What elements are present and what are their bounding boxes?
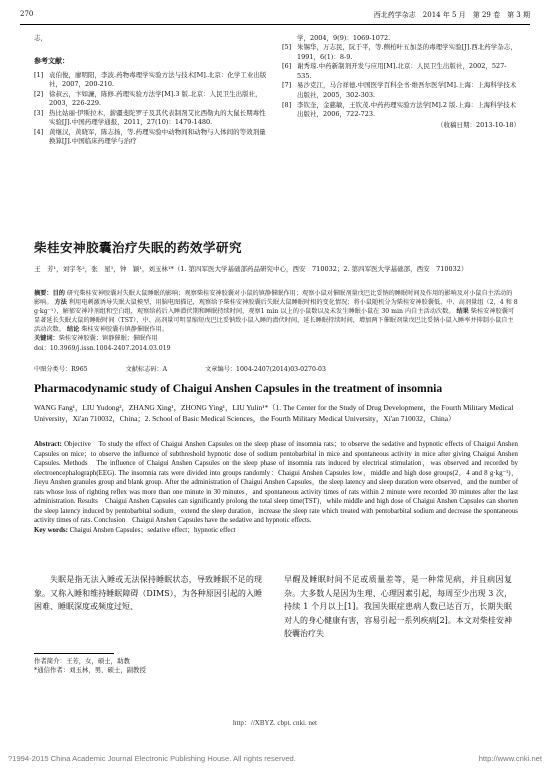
reference-continuation: 学，2004，9(9)：1069-1072. [297,34,391,42]
journal-issue: 西北药学杂志 2014 年 5 月 第 29 卷 第 3 期 [373,11,530,19]
reference-text: 谢秀琼.中药新制剂开发与应用[M].北京：人民卫生出版社，2002，527-535. [297,62,507,80]
document-code: 文献标志码：A [125,366,168,373]
reference-text: 李钦奎，金慈敏，王钦茂.中药药理实验方法学[M].2 版.上海：上海科学技术出版社，2006，722-723. [297,100,517,118]
reference-item [282,81,520,100]
author-bio: 作者简介：王芳，女，硕士，助教 [34,657,130,665]
body-paragraph: 早醒及睡眠时间不足或质量差等，是一种常见病，并且病因复杂。大多数人是因为生理、心理因素引起，每周至少出现 3 次，持续 1 个月以上[1]。我国失眠症患病人数已达百万，长期失眠对人的身心健康有害，容易引起一系列疾病[2]。本文对柴桂安神胶囊治疗失 [284,575,512,638]
reference-carryover: 志， [34,34,47,42]
corresponding-author: *通信作者：刘玉林，男，硕士，副教授 [34,666,146,674]
reference-item [34,109,272,128]
reference-text: 易沙克江，马合祥德.中国医学百科全书·维吾尔医学[M].上海：上海科学技术出版社，2005，302-303. [297,81,517,99]
reference-item [282,101,520,120]
reference-number: [5] [282,43,292,52]
article-title-en: Pharmacodynamic study of Chaigui Anshen Capsules in the treatment of insomnia [34,382,443,395]
conclusion-label-cn: 结论 [66,326,80,334]
authors-en: WANG Fang¹，LIU Yudong²，ZHANG Xing¹，ZHONG Ying¹，LIU Yulin¹*（1. The Center for the Study of Drug Development，the Fourth Military Medical University，Xi'an 710032，China；2. School of Basic Medical Sciences，the Fourth Military Medical University，Xi'an 710032，China） [34,403,514,423]
footnote [34,657,262,675]
keywords-label-en: Key words: [34,526,68,534]
body-paragraph: 失眠是指无法入睡或无法保持睡眠状态，导致睡眠不足的现象。又称入睡和维持睡眠障碍（DIMS），为各种原因引起的入睡困难、睡眠深度或频度过短、 [34,575,262,611]
reference-column-left [34,34,272,147]
reference-number: [3] [34,108,44,117]
reference-number: [1] [34,70,44,79]
article-title-cn: 柴桂安神胶囊治疗失眠的药效学研究 [34,240,243,255]
reference-list [34,34,518,219]
reference-text: 徐叔云，卞如濂，陈修.药理实验方法学[M].3 版.北京：人民卫生出版社，2003，226-229. [49,89,262,107]
reference-item [34,128,272,147]
page-number: 270 [20,10,34,18]
abstract-text-en: Objective To study the effect of Chaigui Anshen Capsules on the sleep phase of insomnia rats；to observe the sedative and hypnotic effects of Chaigui Anshen Capsules on mice；to observe the influence of subthreshold hypnotic dose of sodium pentobarbital in mice and spontaneous activity in mice after giving Chaigui Anshen Capsules. Methods The influence of Chaigui Anshen Capsules on the sleep phase of insomnia rats induced by electrical stimulation，was observed and recorded by electroencephalograph(EEG). The insomnia rats were divided into groups randomly：Chaigui Anshen Capsules low，middle and high dose groups(2，4 and 8 g·kg⁻¹)，Jieyu Anshen granules group and blank group. After the administration of Chaigui Anshen Capsules，the sleep latency and sleep duration were observed，and the number of rats whose loss of righting reflex was more than one minute in 30 minutes，and spontaneous activity times of rats within 2 minute were recorded 30 minutes after the last administration. Results Chaigui Anshen Capsules can significantly prolong the total sleep time(TST)，while middle and high dose of Chaigui Anshen Capsules can shorten the sleep latency induced by pentobarbital sodium，extend the sleep duration，increase the sleep rate which treated with pentobarbital sodium and decrease the spontaneous activity times of rats. Conclusion Chaigui Anshen Capsules have the sedative and hypnotic effects. [34,441,518,524]
reference-item [34,90,272,109]
reference-item [34,71,272,90]
reference-item [282,62,520,81]
journal-url: http：//XBYZ. cbpt. cnki. net [233,719,317,727]
abstract-cn [34,289,518,353]
keywords-label-cn: 关键词： [34,335,59,343]
keywords-cn: 柴桂安神胶囊；镇静催眠；催眠作用 [58,335,158,343]
article-id: 文章编号：1004-2407(2014)03-0270-03 [205,366,326,373]
received-date: （收稿日期：2013-10-18） [437,121,520,130]
reference-number: [6] [282,62,292,71]
reference-number: [7] [282,81,292,90]
objective-label-cn: 目的 [52,290,65,297]
abstract-label-cn: 摘要： [34,290,53,297]
objective-text-cn: 研究柴桂安神胶囊对失眠大鼠睡眠的影响；观察柴桂安神胶囊对小鼠的镇静催眠作用；观察小鼠对催眠剂量戊巴比妥钠的睡眠时间及作用的影响及对小鼠自主活动的影响。 [34,290,513,307]
result-text-cn: 柴桂安神胶囊可显著延长失眠大鼠的睡眠时间（TST），中、高剂量可明显缩短戊巴比妥钠致小鼠入睡的潜伏时间，延长睡眠持续时间，增加两下催眠剂量戊巴比妥钠小鼠入睡率并抑制小鼠自主活动次数。 [34,308,515,334]
references-heading: 参考文献： [34,57,69,66]
class-number: 中图分类号：R965 [34,366,88,373]
reference-text: 朱锡华，万志民，阮于平，等.侧柏叶五加茎的毒理学实验[J].西北药学杂志，1991，6(1)：8-9. [297,43,517,61]
reference-text: 袁伯俊，廖明阳，李波.药物毒理学实验方法与技术[M].北京：化学工业出版社，2007，200-210. [49,70,267,88]
reference-item [282,43,520,62]
doi: doi：10.3969/j.issn.1004-2407.2014.03.019 [34,344,171,352]
reference-text: 热比姑丽·伊斯拉木，薪疆斐陀罗子及其代表制剂艾比西勒丸的大鼠长期毒性实验[J].中国药理学通报，2011，27(10)：1479-1480. [49,108,266,127]
keywords-en: Chaigui Anshen Capsules；sedative effect；hypnotic effect [69,526,236,534]
footnote-rule [34,653,114,654]
method-label-cn: 方法 [54,299,67,307]
abstract-label-en: Abstract: [34,441,62,448]
running-header [20,8,530,22]
site-link[interactable]: http://www.cnki.net [478,754,542,763]
conclusion-text-cn: 柴桂安神胶囊有镇静催眠作用。 [81,326,168,334]
body-column-right [284,573,512,641]
reference-number: [2] [34,89,44,98]
copyright-text: ?1994-2015 China Academic Journal Electronic Publishing House. All rights reserved. [8,754,296,763]
reference-number: [4] [34,127,44,136]
abstract-en [34,440,518,535]
result-label-cn: 结果 [456,308,469,316]
classification-line [34,365,518,374]
reference-text: 黄继汉，黄晓军，陈志扬，等.药理实验中动物间和动物与人体间的等效剂量换算[J].中国临床药理学与治疗 [49,127,266,146]
method-text-cn: 利用电刺激诱导失眠大鼠模型，用脑电图描记，观察给予柴桂安神胶囊后失眠大鼠睡眠时相的变化情况；将小鼠随机分为柴桂安神胶囊低、中、高剂量组（2，4 和 8 g·kg⁻¹），解郁安神冲剂组和空白组，观察给药后入睡潜伏期和睡眠持续时间，观察1 min 以上的小鼠数以及未发生睡眠小鼠在 30 min 内自主活动次数。 [34,299,518,316]
header-rule [20,24,530,25]
body-column-left [34,573,262,614]
authors-cn: 王 芳¹，刘宇冬²，张 星¹，钟 颖¹，刘玉林¹*（1. 第四军医大学基础部药品研究中心，西安 710032；2. 第四军医大学基础部，西安 710032） [34,265,468,273]
reference-column-right [282,34,520,130]
reference-number: [8] [282,100,292,109]
